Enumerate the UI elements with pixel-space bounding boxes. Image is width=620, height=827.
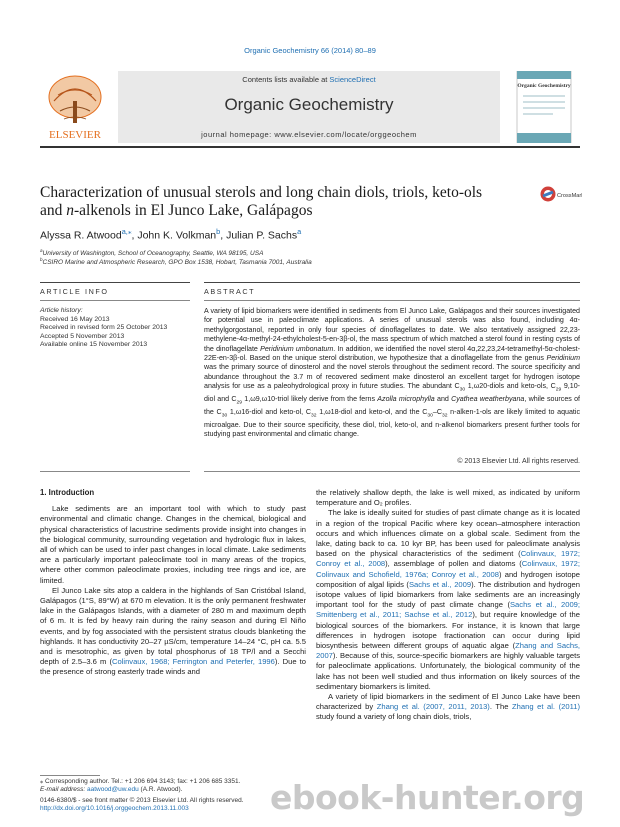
cite-3[interactable]: Sachs et al., 2009	[408, 579, 472, 589]
body-right-column	[316, 488, 580, 723]
elsevier-tree-icon	[40, 71, 110, 143]
intro-paragraph-1: Lake sediments are an important tool with which to study past environmental and climatic change. Changes in the chemical, biological and physical characteristics of lacustrine sediments provide insight into changes in the biological community, surrounding vegetation and hydrologic flux in lakes, all of which can be used to infer past changes in local climate. Lake sediments are a particularly important paleoclimate tool in many areas of the tropics, where other common paleoclimate proxies, including tree rings and ice, are limited.	[40, 504, 306, 585]
corresponding-author-note	[40, 778, 306, 795]
cite-6[interactable]: Zhang et al. (2007, 2011, 2013)	[376, 702, 490, 712]
title-line-2: and n-alkenols in El Junco Lake, Galápagos	[40, 202, 313, 219]
cite-2[interactable]: Colinvaux, 1972; Colinvaux and Schofield, 1976a; Conroy et al., 2008	[316, 559, 580, 579]
info-rule-top	[40, 282, 190, 283]
doi-link[interactable]: http://dx.doi.org/10.1016/j.orggeochem.2013.11.003	[40, 805, 189, 813]
issn-block	[40, 797, 306, 814]
abstract-heading: ABSTRACT	[204, 287, 256, 296]
crossmark-icon	[540, 184, 582, 206]
cover-title: Organic Geochemistry	[517, 83, 571, 89]
footnote-corr: ⁎ Corresponding author. Tel.: +1 206 694 3143; fax: +1 206 685 3351.	[40, 778, 241, 785]
cite-1[interactable]: Colinvaux, 1972; Conroy et al., 2008	[316, 549, 580, 569]
journal-citation[interactable]: Organic Geochemistry 66 (2014) 80–89	[244, 46, 376, 55]
author-2: John K. Volkman	[137, 229, 217, 242]
crossmark-badge[interactable]	[540, 184, 582, 206]
homepage-link[interactable]: www.elsevier.com/locate/orggeochem	[274, 130, 417, 139]
article-history	[40, 307, 190, 350]
article-title	[40, 184, 530, 220]
author-3-mark[interactable]: a	[297, 227, 302, 236]
elsevier-logo	[40, 71, 110, 143]
body-left-column	[40, 488, 306, 678]
copyright-notice: © 2013 Elsevier Ltd. All rights reserved.	[457, 458, 580, 465]
watermark: ebook-hunter.org	[270, 778, 585, 817]
title-line-1: Characterization of unusual sterols and long chain diols, triols, keto-ols	[40, 184, 483, 201]
intro-paragraph-4: The lake is ideally suited for studies of past climate change as it is located in a region of the tropical Pacific where key ocean–atmosphere interaction occurs and which influences climate on a global scale. Sediment from the lake, dating back to ca. 10 kyr BP, has been used for paleoclimate analysis based on the physical characteristics of the sediment (Colinvaux, 1972; Conroy et al., 2008), assemblage of pollen and diatoms (Colinvaux, 1972; Colinvaux and Schofield, 1976a; Conroy et al., 2008) and hydrogen isotope composition of algal lipids (Sachs et al., 2009). The distribution and hydrogen isotope values of lipid biomarkers from lake sediments are an increasingly important tool for the study of past climate change (Sachs et al., 2009; Smittenberg et al., 2011; Sachse et al., 2012), but require knowledge of the biological sources of the biomarkers. For instance, it is known that large differences in hydrogen isotope fractionation can occur during lipid biosynthesis between different groups of aquatic algae (Zhang and Sachs, 2007). Because of this, source-specific biomarkers are highly valuable targets for paleoclimate applications. Unfortunately, the biological community of the lake has not been well studied and thus information on likely sources of the sedimentary biomarkers is limited.	[316, 508, 580, 691]
history-received: Received 16 May 2013	[40, 315, 110, 323]
affiliation-b: $^b$CSIRO Marine and Atmospheric Research, GPO Box 1538, Hobart, Tasmania 7001, Australia	[40, 257, 312, 267]
abstract-rule-bottom	[204, 471, 580, 472]
history-label: Article history:	[40, 307, 83, 314]
sciencedirect-link[interactable]: ScienceDirect	[329, 75, 376, 84]
abstract-body: A variety of lipid biomarkers were identified in sediments from El Junco Lake, Galápagos and their sources investigated for potential use in paleoclimate applications. A series of unusual sterols was also found, including 4α-methylgorgostanol, reported in only four species of dinoflagellates to date. We also tentatively assigned 22,23-methylene-4α-methyl-24-ethylcholest-5-en-3β-ol, the mass spectrum of which matched a sterol found in resting cysts of the dinoflagellate Peridinium umbonatum. In addition, we identified the novel sterol 4α,22,23,24-tetramethyl-5α-cholest-22E-en-3β-ol. Based on the unique sterol distribution, we hypothesize that a dinoflagellate from the genus Peridinium was the primary source of dinosterol and the novel sterols throughout the sediment record. The source specificity and abundance throughout the 3.7 m of recovered sediment make dinosterol an excellent target for hydrogen isotope analysis for use as a paleohydrological proxy in future studies. The abundant $C_{30}$ 1,ω20-diols and keto-ols, $C_{29}$ 9,10-diol and $C_{29}$ 1,ω9,ω10-triol likely derive from the ferns Azolla microphylla and Cyathea weatherbyana, while sources of the $C_{30}$ 1,ω16-diol and keto-ol, $C_{32}$ 1,ω18-diol and keto-ol, and the $C_{30}-C_{32}$ n-alken-1-ols are likely limited to aquatic microalgae. Due to their source specificity, these diol, triol, keto-ol, and n-alkenol biomarkers present further tools for studying past environmental and climatic change.	[204, 307, 581, 439]
info-rule-bottom	[40, 471, 190, 472]
abstract-rule-top	[204, 282, 580, 283]
history-accepted: Accepted 5 November 2013	[40, 332, 125, 340]
journal-cover-icon	[509, 71, 579, 143]
author-3: Julian P. Sachs	[226, 229, 298, 242]
author-1-mark[interactable]: a,⁎	[121, 227, 132, 236]
journal-homepage	[118, 130, 500, 139]
cite-7[interactable]: Zhang et al. (2011)	[512, 702, 580, 712]
article-info-heading: ARTICLE INFO	[40, 287, 109, 296]
publisher-logo-text: ELSEVIER	[49, 129, 101, 141]
cite-5[interactable]: Zhang and Sachs, 2007	[316, 641, 580, 661]
homepage-label: journal homepage:	[201, 130, 275, 139]
footnote-email: E-mail address: aatwood@uw.edu (A.R. Atwood).	[40, 786, 183, 794]
cite-colinvaux-1968[interactable]: Colinvaux, 1968; Ferrington and Peterfer, 1996	[111, 657, 275, 667]
intro-paragraph-3: the relatively shallow depth, the lake is well mixed, as indicated by uniform temperature and O₂ profiles.	[316, 488, 580, 508]
history-revised: Received in revised form 25 October 2013	[40, 324, 168, 332]
crossmark-label: CrossMark	[557, 193, 582, 199]
author-2-mark[interactable]: b	[216, 227, 221, 236]
intro-paragraph-2: El Junco Lake sits atop a caldera in the highlands of San Cristóbal Island, Galápagos (1°S, 89°W) at 670 m elevation. It is the only permanent freshwater lake in the Galápagos Islands, with a diameter of 280 m and maximum depth of 6 m. It is fed by heavy rain during the rainy season and during El Niño events, and by fog associated with the persistent stratus clouds blanketing the highlands. It has conductivity 20–27 µS/cm, temperature 14–24 °C, pH ca. 5.5 and is mesotrophic, as given by total phosphorus of 18 TP/l and a Secchi depth of 2.5–3.6 m (Colinvaux, 1968; Ferrington and Peterfer, 1996). Due to the presence of strong easterly trade winds and	[40, 585, 306, 677]
journal-cover	[509, 71, 579, 143]
author-list: Alyssa R. Atwood$^{a,⁎}$, John K. Volkman$^b$, Julian P. Sachs$^a$	[40, 227, 302, 242]
info-rule-sub	[40, 300, 190, 301]
header-rule	[40, 146, 580, 148]
intro-paragraph-5: A variety of lipid biomarkers in the sediment of El Junco Lake have been characterized by Zhang et al. (2007, 2011, 2013). The Zhang et al. (2011) study found a variety of long chain diols, triols,	[316, 692, 580, 722]
abstract-rule-sub	[204, 300, 580, 301]
contents-prefix: Contents lists available at	[242, 75, 330, 84]
author-1: Alyssa R. Atwood	[40, 229, 122, 242]
email-link[interactable]: aatwood@uw.edu	[86, 786, 139, 794]
journal-title: Organic Geochemistry	[224, 95, 394, 114]
footnote-rule	[40, 775, 100, 776]
section-heading-introduction: 1. Introduction	[40, 488, 95, 497]
cite-4[interactable]: Sachs et al., 2009; Smittenberg et al., 2011; Sachse et al., 2012	[316, 600, 580, 620]
history-online: Available online 15 November 2013	[40, 341, 148, 349]
issn-line: 0146-6380/$ - see front matter © 2013 Elsevier Ltd. All rights reserved.	[40, 797, 244, 804]
contents-line	[118, 75, 500, 84]
affiliation-a: $^a$University of Washington, School of Oceanography, Seattle, WA 98195, USA	[40, 248, 264, 258]
